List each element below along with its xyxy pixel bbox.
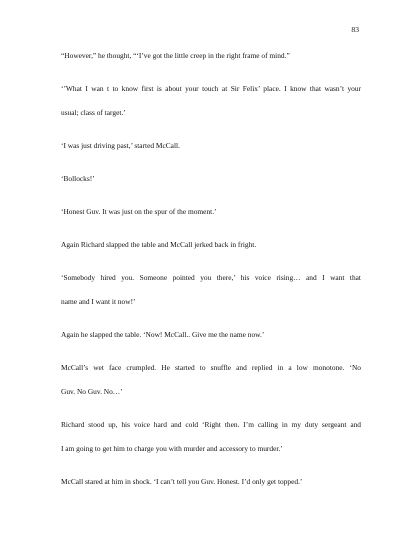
paragraph	[61, 273, 361, 307]
paragraph-line: ‘I was just driving past,’ started McCall.	[61, 141, 180, 150]
paragraph	[61, 240, 361, 250]
paragraph-line: McCall’s wet face crumpled. He started to snuffle and replied in a low monotone. ‘No	[61, 363, 361, 372]
paragraph-line: “However,” he thought, “‘I’ve got the little creep in the right frame of mind.”	[61, 51, 290, 60]
paragraph-line: I am going to get him to charge you with murder and accessory to murder.’	[61, 444, 283, 453]
paragraph-line: ‘’What I wan t to know first is about your touch at Sir Felix’ place. I know that wasn’t your	[61, 84, 361, 93]
paragraph-line: name and I want it now!’	[61, 297, 136, 306]
paragraph-line: Richard stood up, his voice hard and cold ‘Right then. I’m calling in my duty sergeant and	[61, 420, 361, 429]
paragraph	[61, 420, 361, 454]
paragraph	[61, 477, 361, 487]
text-body	[61, 51, 361, 510]
paragraph-line: usual; class of target.’	[61, 108, 126, 117]
paragraph	[61, 330, 361, 340]
paragraph	[61, 51, 361, 61]
paragraph	[61, 363, 361, 397]
paragraph-line: ‘Honest Guv. It was just on the spur of the moment.’	[61, 207, 217, 216]
paragraph-line: ‘Somebody hired you. Someone pointed you there,’ his voice rising… and I want that	[61, 273, 361, 282]
paragraph-line: ‘Bollocks!’	[61, 174, 95, 183]
paragraph	[61, 84, 361, 118]
page-number: 83	[351, 25, 359, 34]
paragraph-line: Again Richard slapped the table and McCall jerked back in fright.	[61, 240, 257, 249]
paragraph	[61, 207, 361, 217]
paragraph-line: McCall stared at him in shock. ‘I can’t tell you Guv. Honest. I’d only get topped.’	[61, 477, 303, 486]
paragraph	[61, 174, 361, 184]
paragraph-line: Guv. No Guv. No…’	[61, 387, 123, 396]
paragraph	[61, 141, 361, 151]
paragraph-line: Again he slapped the table. ‘Now! McCall.. Give me the name now.’	[61, 330, 265, 339]
